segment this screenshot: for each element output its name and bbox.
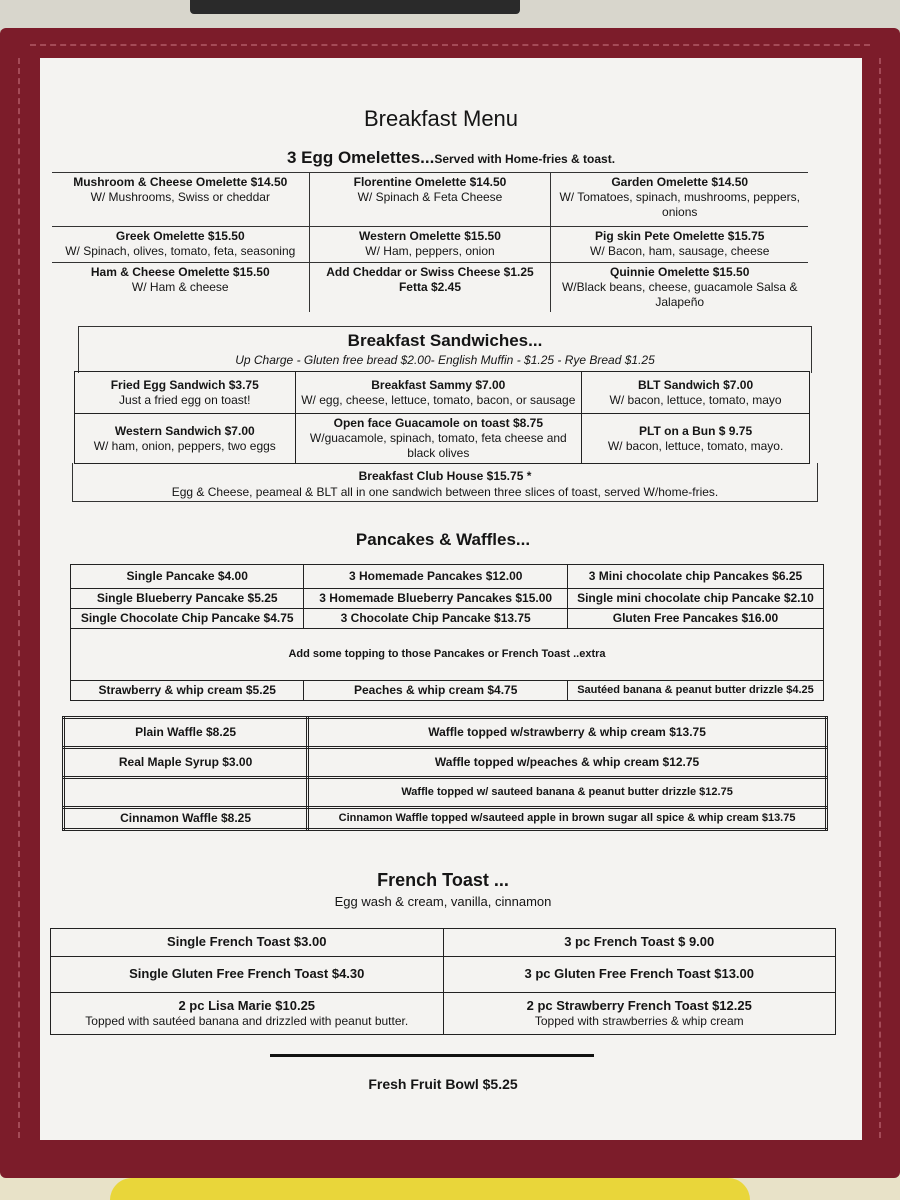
menu-item: Florentine Omelette $14.50 W/ Spinach & Feta Cheese: [309, 173, 551, 227]
table-row: [71, 629, 824, 681]
menu-item: 3 pc Gluten Free French Toast $13.00: [443, 957, 836, 993]
menu-item: Breakfast Sammy $7.00 W/ egg, cheese, lettuce, tomato, bacon, or sausage: [295, 372, 582, 414]
menu-item: Fried Egg Sandwich $3.75 Just a fried egg on toast!: [75, 372, 296, 414]
table-row: [75, 414, 810, 464]
table-row: [52, 263, 808, 313]
menu-item: Waffle topped w/strawberry & whip cream $13.75: [308, 718, 827, 748]
menu-item: Western Sandwich $7.00 W/ ham, onion, peppers, two eggs: [75, 414, 296, 464]
clubhouse-name: Breakfast Club House $15.75 *: [358, 469, 532, 483]
menu-title: Breakfast Menu: [363, 106, 519, 131]
pancakes-table: [70, 564, 824, 701]
table-row: [64, 808, 827, 830]
menu-item: Cinnamon Waffle $8.25: [64, 808, 308, 830]
stitching-top: [30, 44, 870, 47]
menu-item: Open face Guacamole on toast $8.75 W/guacamole, spinach, tomato, feta cheese and black olives: [295, 414, 582, 464]
table-row: [64, 748, 827, 778]
menu-item: Gluten Free Pancakes $16.00: [567, 609, 823, 629]
menu-item: Garden Omelette $14.50 W/ Tomatoes, spinach, mushrooms, peppers, onions: [551, 173, 808, 227]
table-row: [75, 372, 810, 414]
menu-item: Strawberry & whip cream $5.25: [71, 681, 304, 701]
french-toast-subheading: Egg wash & cream, vanilla, cinnamon: [334, 894, 552, 909]
omelettes-heading-line: [40, 148, 862, 168]
topping-note: Add some topping to those Pancakes or French Toast ..extra: [71, 629, 824, 681]
menu-item: Waffle topped w/ sauteed banana & peanut butter drizzle $12.75: [308, 778, 827, 808]
stitching-right: [879, 58, 882, 1138]
sandwiches-table: [74, 371, 810, 464]
table-row: [71, 609, 824, 629]
menu-item: Peaches & whip cream $4.75: [304, 681, 568, 701]
menu-item: Real Maple Syrup $3.00: [64, 748, 308, 778]
menu-page: [40, 58, 862, 1140]
omelettes-heading: 3 Egg Omelettes...: [286, 148, 435, 167]
menu-item: 2 pc Strawberry French Toast $12.25 Topped with strawberries & whip cream: [443, 993, 836, 1035]
menu-item: 2 pc Lisa Marie $10.25 Topped with sautéed banana and drizzled with peanut butter.: [51, 993, 444, 1035]
menu-item: [64, 778, 308, 808]
table-row: [51, 929, 836, 957]
menu-item: Quinnie Omelette $15.50 W/Black beans, cheese, guacamole Salsa & Jalapeño: [551, 263, 808, 313]
menu-item: Waffle topped w/peaches & whip cream $12.75: [308, 748, 827, 778]
menu-item: 3 pc French Toast $ 9.00: [443, 929, 836, 957]
menu-item: 3 Mini chocolate chip Pancakes $6.25: [567, 565, 823, 589]
omelettes-table: [52, 172, 808, 312]
binder-clip: [190, 0, 520, 14]
sandwiches-header-box: [78, 326, 812, 373]
menu-item: Mushroom & Cheese Omelette $14.50 W/ Mushrooms, Swiss or cheddar: [73, 175, 288, 204]
clubhouse-box: [72, 463, 818, 502]
table-row: [51, 993, 836, 1035]
menu-item: Cinnamon Waffle topped w/sauteed apple in brown sugar all spice & whip cream $13.75: [308, 808, 827, 830]
menu-item: Greek Omelette $15.50 W/ Spinach, olives, tomato, feta, seasoning: [52, 227, 309, 263]
divider-rule: [270, 1054, 594, 1057]
menu-item: Single Pancake $4.00: [71, 565, 304, 589]
menu-item: Single Chocolate Chip Pancake $4.75: [71, 609, 304, 629]
waffles-table: [62, 716, 828, 831]
table-row: [51, 957, 836, 993]
french-toast-table: [50, 928, 836, 1035]
table-row: [71, 565, 824, 589]
menu-item: Add Cheddar or Swiss Cheese $1.25 Fetta $2.45: [309, 263, 551, 313]
menu-item: Western Omelette $15.50 W/ Ham, peppers, onion: [309, 227, 551, 263]
yellow-object: [110, 1178, 750, 1200]
sandwiches-heading: Breakfast Sandwiches...: [347, 331, 543, 350]
table-row: [64, 718, 827, 748]
menu-item: Sautéed banana & peanut butter drizzle $4.25: [567, 681, 823, 701]
omelettes-subheading: Served with Home-fries & toast.: [434, 152, 616, 166]
menu-item: BLT Sandwich $7.00 W/ bacon, lettuce, tomato, mayo: [582, 372, 810, 414]
table-row: [52, 173, 808, 227]
menu-item: Single Blueberry Pancake $5.25: [71, 589, 304, 609]
stitching-left: [18, 58, 21, 1138]
fruit-bowl: Fresh Fruit Bowl $5.25: [368, 1076, 518, 1092]
background-top: [0, 0, 900, 30]
menu-item: PLT on a Bun $ 9.75 W/ bacon, lettuce, tomato, mayo.: [582, 414, 810, 464]
menu-item: Ham & Cheese Omelette $15.50 W/ Ham & cheese: [52, 263, 309, 313]
french-toast-heading: French Toast ...: [377, 870, 509, 890]
pancakes-heading: Pancakes & Waffles...: [355, 530, 531, 549]
table-row: [71, 589, 824, 609]
menu-item: Pig skin Pete Omelette $15.75 W/ Bacon, ham, sausage, cheese: [551, 227, 808, 263]
table-row: [71, 681, 824, 701]
clubhouse-desc: Egg & Cheese, peameal & BLT all in one sandwich between three slices of toast, served W/home-fries.: [171, 485, 719, 499]
menu-item: Single mini chocolate chip Pancake $2.10: [567, 589, 823, 609]
sandwiches-upcharge: Up Charge - Gluten free bread $2.00- English Muffin - $1.25 - Rye Bread $1.25: [235, 353, 655, 367]
menu-item: 3 Homemade Pancakes $12.00: [304, 565, 568, 589]
menu-item: Plain Waffle $8.25: [64, 718, 308, 748]
menu-item: 3 Chocolate Chip Pancake $13.75: [304, 609, 568, 629]
menu-item: Single Gluten Free French Toast $4.30: [51, 957, 444, 993]
table-row: [52, 227, 808, 263]
menu-item: 3 Homemade Blueberry Pancakes $15.00: [304, 589, 568, 609]
menu-item: Single French Toast $3.00: [51, 929, 444, 957]
table-row: [64, 778, 827, 808]
